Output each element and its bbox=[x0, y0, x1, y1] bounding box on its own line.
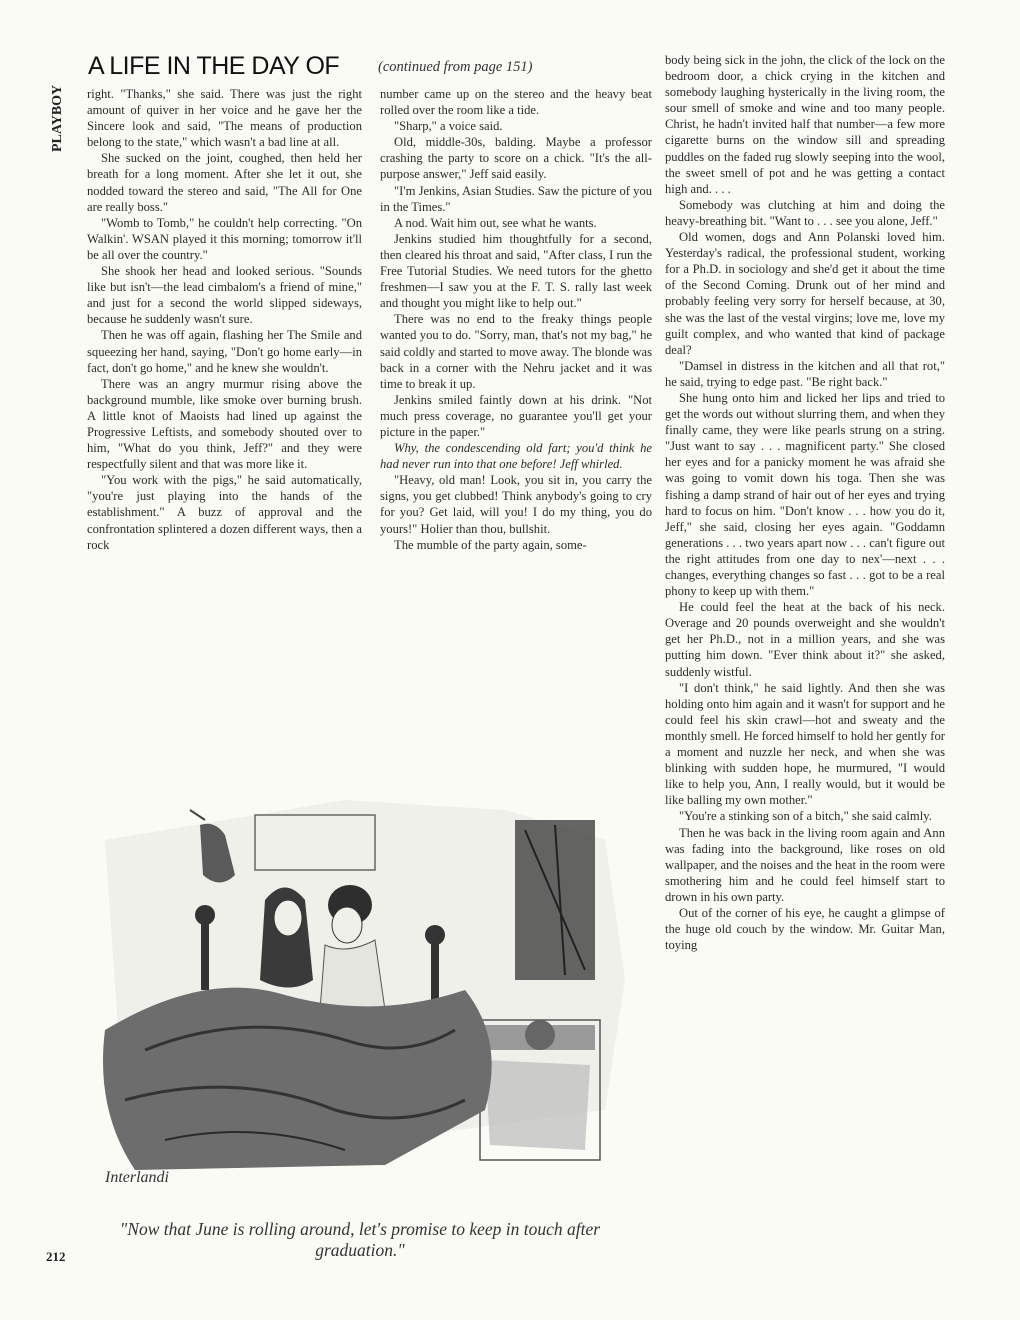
paragraph: Old, middle-30s, balding. Maybe a professor crashing the party to score on a chick. "It's the all-purpose answer," Jeff said easily. bbox=[380, 135, 652, 182]
paragraph: She sucked on the joint, coughed, then held her breath for a long moment. After she let it out, she nodded toward the stereo and said, "The All for One are really boss." bbox=[87, 151, 362, 214]
cartoon-signature: Interlandi bbox=[105, 1169, 169, 1186]
paragraph: Out of the corner of his eye, he caught a glimpse of the huge old couch by the window. Mr. Guitar Man, toying bbox=[665, 905, 945, 953]
paragraph: "You work with the pigs," he said automatically, "you're just playing into the hands of the establishment." A buzz of approval and the confrontation splintered a dozen different ways, then a rock bbox=[87, 473, 362, 552]
paragraph: "Womb to Tomb," he couldn't help correcting. "On Walkin'. WSAN played it this morning; tomorrow it'll be all over the country." bbox=[87, 215, 362, 262]
magazine-name: PLAYBOY bbox=[50, 84, 65, 152]
paragraph: Then he was back in the living room again and Ann was fading into the background, like roses on old wallpaper, and the noises and the heat in the room were smothering him and he could feel himself start to drown in his own party. bbox=[665, 825, 945, 904]
cartoon-drawing bbox=[85, 780, 640, 1200]
paragraph: "I'm Jenkins, Asian Studies. Saw the picture of you in the Times." bbox=[380, 183, 652, 214]
paragraph: She hung onto him and licked her lips and tried to get the words out without slurring them, and when they finally came, they were like pearls strung on a string. "Just want to say . . . magnificent party." She closed her eyes and for a panicky moment he was afraid she was going to vomit down his toga. Then she was fishing a damp strand of hair out of her eyes and trying hard to focus on him. "Don't know . . . how you do it, Jeff," she said, closing her eyes again. "Goddamn generations . . . two years apart now . . . can't figure out the right attitudes from one day to nex'—next . . . changes, everything changes so fast . . . got to be a real phony to keep up with them." bbox=[665, 390, 945, 599]
cartoon-illustration bbox=[85, 780, 640, 1200]
paragraph: "Damsel in distress in the kitchen and all that rot," he said, trying to edge past. "Be right back." bbox=[665, 358, 945, 389]
text-column-3 bbox=[665, 52, 945, 953]
paragraph: She shook her head and looked serious. "Sounds like but isn't—the lead cimbalom's a friend of mine," and just for a second the world slipped sideways, because he suddenly wasn't sure. bbox=[87, 264, 362, 327]
paragraph: "Heavy, old man! Look, you sit in, you carry the signs, you get clubbed! Think anybody's going to cry for you? Get laid, will you! I do my thing, you do yours!" Holier than thou, bullshit. bbox=[380, 473, 652, 536]
paragraph: number came up on the stereo and the heavy beat rolled over the room like a tide. bbox=[380, 87, 652, 118]
paragraph: There was no end to the freaky things people wanted you to do. "Sorry, man, that's not my bag," he said coldly and started to move away. The blonde was back in a corner with the Nehru jacket and it was time to break it up. bbox=[380, 312, 652, 391]
paragraph: "I don't think," he said lightly. And then she was holding onto him again and it wasn't for support and he could feel his skin crawl—hot and sweaty and the monthly smell. He forced himself to hold her gently for a moment and nuzzle her neck, and when she was blinking with sudden hope, he murmured, "I would like to help you, Ann, I really would, but it would be like balling my own mother." bbox=[665, 680, 945, 808]
paragraph: A nod. Wait him out, see what he wants. bbox=[394, 215, 597, 230]
paragraph: Why, the condescending old fart; you'd think he had never run into that one before! Jeff whirled. bbox=[380, 441, 652, 472]
page-number: 212 bbox=[46, 1249, 66, 1264]
paragraph: Jenkins smiled faintly down at his drink. "Not much press coverage, no guarantee you'll get your picture in the paper." bbox=[380, 392, 652, 439]
paragraph: Somebody was clutching at him and doing the heavy-breathing bit. "Want to . . . see you alone, Jeff." bbox=[665, 197, 945, 228]
paragraph: Then he was off again, flashing her The Smile and squeezing her hand, saying, "Don't go home early—in fact, don't go home," and he knew she wouldn't. bbox=[87, 328, 362, 375]
text-column-2 bbox=[380, 86, 652, 553]
paragraph: right. "Thanks," she said. There was just the right amount of quiver in her voice and he gave her the Sincere look and said, "The means of production belong to the state," which wasn't a bad line at all. bbox=[87, 87, 362, 150]
continued-note: (continued from page 151) bbox=[378, 59, 533, 75]
paragraph: He could feel the heat at the back of his neck. Overage and 20 pounds overweight and she wouldn't get her Ph.D., not in a million years, and she was putting him down. "Ever think about it?" she asked, suddenly wistful. bbox=[665, 600, 945, 679]
cartoon-caption: "Now that June is rolling around, let's promise to keep in touch after graduation." bbox=[119, 1219, 601, 1260]
paragraph: There was an angry murmur rising above the background mumble, like smoke over burning brush. A little knot of Maoists had lined up against the Progressive Leftists, and somebody shouted over to him, "What do you think, Jeff?" and they were respectfully silent and that was more like it. bbox=[87, 376, 362, 472]
paragraph: The mumble of the party again, some- bbox=[394, 537, 587, 552]
paragraph: body being sick in the john, the click of the lock on the bedroom door, a chick crying in the kitchen and somebody laughing hysterically in the living room, the sour smell of smoke and wine and too many people. Christ, he hadn't invited half that number—a few more cigarette burns on the window sill and spreading puddles on the faded rug slowly seeping into the wool, the sweet smell of pot and he was getting a contact high and. . . . bbox=[665, 53, 945, 196]
paragraph: Old women, dogs and Ann Polanski loved him. Yesterday's radical, the professional student, working for a Ph.D. in sociology and she'd get it about the time of the Second Coming. Drunk out of her mind and probably feeling very sorry for herself because, at 30, she was the last of the vestal virgins; love me, love my guilt complex, and who wanted that kind of package deal? bbox=[665, 230, 945, 357]
paragraph: "Sharp," a voice said. bbox=[394, 119, 503, 134]
paragraph: "You're a stinking son of a bitch," she said calmly. bbox=[679, 809, 932, 824]
paragraph: Jenkins studied him thoughtfully for a second, then cleared his throat and said, "After class, I run the Free Tutorial Studies. We need tutors for the ghetto freshmen—I saw you at the F. T. S. rally last week and thought you might like to help out." bbox=[380, 231, 652, 311]
article-title: A LIFE IN THE DAY OF bbox=[88, 52, 340, 80]
text-column-1 bbox=[87, 86, 362, 553]
